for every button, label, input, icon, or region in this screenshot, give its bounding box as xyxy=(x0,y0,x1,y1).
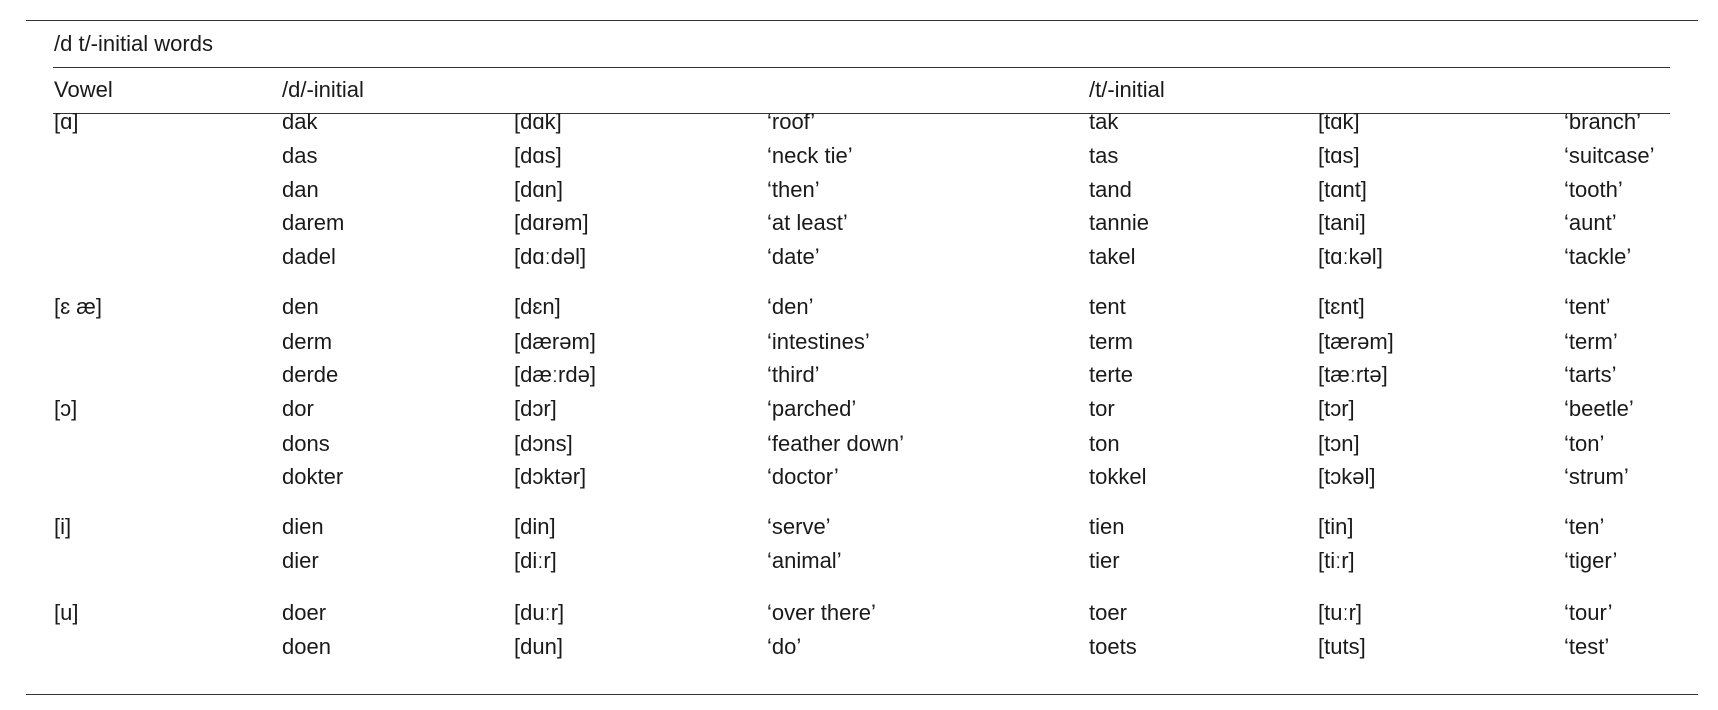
d-gloss-cell: ‘roof’ xyxy=(767,109,816,134)
d-gloss-cell: ‘do’ xyxy=(767,634,802,659)
t-word-cell: tor xyxy=(1089,396,1115,421)
d-word-cell: dor xyxy=(282,396,314,421)
d-gloss-cell: ‘serve’ xyxy=(767,514,831,539)
t-ipa-cell: [tærəm] xyxy=(1318,329,1394,354)
t-word-cell: tent xyxy=(1089,294,1126,319)
d-ipa-cell: [diːr] xyxy=(514,548,557,573)
d-ipa-cell: [dɔns] xyxy=(514,431,573,456)
header-vowel: Vowel xyxy=(54,77,113,102)
t-ipa-cell: [tuːr] xyxy=(1318,600,1363,625)
d-ipa-cell: [din] xyxy=(514,514,556,539)
d-word-cell: derm xyxy=(282,329,333,354)
t-gloss-cell: ‘tent’ xyxy=(1564,294,1611,319)
d-gloss-cell: ‘then’ xyxy=(767,177,820,202)
d-ipa-cell: [dærəm] xyxy=(514,329,596,354)
t-word-cell: toer xyxy=(1089,600,1127,625)
header-t-initial: /t/-initial xyxy=(1089,77,1165,102)
vowel-cell: [ɑ] xyxy=(54,109,79,134)
d-word-cell: dokter xyxy=(282,464,344,489)
d-word-cell: dak xyxy=(282,109,318,134)
caption-rule xyxy=(53,67,1670,68)
t-gloss-cell: ‘tooth’ xyxy=(1564,177,1623,202)
t-word-cell: tannie xyxy=(1089,210,1149,235)
t-word-cell: tier xyxy=(1089,548,1120,573)
t-gloss-cell: ‘suitcase’ xyxy=(1564,143,1655,168)
t-word-cell: tien xyxy=(1089,514,1125,539)
vowel-cell: [ɔ] xyxy=(54,396,78,421)
t-ipa-cell: [tɑs] xyxy=(1318,143,1360,168)
t-gloss-cell: ‘tackle’ xyxy=(1564,244,1632,269)
d-gloss-cell: ‘animal’ xyxy=(767,548,842,573)
d-ipa-cell: [dæːrdə] xyxy=(514,362,596,387)
t-word-cell: tak xyxy=(1089,109,1119,134)
t-gloss-cell: ‘tarts’ xyxy=(1564,362,1617,387)
t-ipa-cell: [tɑk] xyxy=(1318,109,1360,134)
vowel-cell: [u] xyxy=(54,600,79,625)
d-ipa-cell: [dɑs] xyxy=(514,143,562,168)
t-gloss-cell: ‘beetle’ xyxy=(1564,396,1634,421)
bottom-rule xyxy=(26,694,1698,695)
t-gloss-cell: ‘tour’ xyxy=(1564,600,1613,625)
d-ipa-cell: [dɑn] xyxy=(514,177,563,202)
t-ipa-cell: [tɔr] xyxy=(1318,396,1355,421)
t-ipa-cell: [tɔn] xyxy=(1318,431,1360,456)
d-gloss-cell: ‘at least’ xyxy=(767,210,848,235)
d-ipa-cell: [dɛn] xyxy=(514,294,561,319)
d-ipa-cell: [dɔktər] xyxy=(514,464,587,489)
d-ipa-cell: [dɑk] xyxy=(514,109,562,134)
t-gloss-cell: ‘test’ xyxy=(1564,634,1610,659)
d-word-cell: doer xyxy=(282,600,327,625)
d-word-cell: dier xyxy=(282,548,319,573)
d-gloss-cell: ‘date’ xyxy=(767,244,820,269)
t-word-cell: tas xyxy=(1089,143,1119,168)
d-word-cell: derde xyxy=(282,362,339,387)
t-gloss-cell: ‘ton’ xyxy=(1564,431,1605,456)
d-gloss-cell: ‘over there’ xyxy=(767,600,876,625)
t-ipa-cell: [tɔkəl] xyxy=(1318,464,1376,489)
d-word-cell: dadel xyxy=(282,244,336,269)
d-ipa-cell: [dɑrəm] xyxy=(514,210,589,235)
t-ipa-cell: [tɛnt] xyxy=(1318,294,1365,319)
t-ipa-cell: [tin] xyxy=(1318,514,1354,539)
d-gloss-cell: ‘third’ xyxy=(767,362,820,387)
d-word-cell: dons xyxy=(282,431,330,456)
t-word-cell: toets xyxy=(1089,634,1137,659)
d-gloss-cell: ‘doctor’ xyxy=(767,464,839,489)
table-caption: /d t/-initial words xyxy=(54,31,213,56)
d-ipa-cell: [dɔr] xyxy=(514,396,557,421)
t-ipa-cell: [tuts] xyxy=(1318,634,1366,659)
d-gloss-cell: ‘intestines’ xyxy=(767,329,870,354)
t-ipa-cell: [tiːr] xyxy=(1318,548,1355,573)
t-word-cell: takel xyxy=(1089,244,1136,269)
t-gloss-cell: ‘ten’ xyxy=(1564,514,1605,539)
t-word-cell: tand xyxy=(1089,177,1132,202)
d-gloss-cell: ‘den’ xyxy=(767,294,814,319)
t-gloss-cell: ‘aunt’ xyxy=(1564,210,1617,235)
t-ipa-cell: [tɑnt] xyxy=(1318,177,1367,202)
t-word-cell: term xyxy=(1089,329,1133,354)
d-ipa-cell: [dun] xyxy=(514,634,563,659)
t-gloss-cell: ‘term’ xyxy=(1564,329,1618,354)
d-word-cell: darem xyxy=(282,210,345,235)
t-word-cell: tokkel xyxy=(1089,464,1147,489)
d-word-cell: dien xyxy=(282,514,324,539)
t-ipa-cell: [tɑːkəl] xyxy=(1318,244,1383,269)
t-word-cell: ton xyxy=(1089,431,1120,456)
d-word-cell: dan xyxy=(282,177,319,202)
t-ipa-cell: [tæːrtə] xyxy=(1318,362,1388,387)
d-word-cell: das xyxy=(282,143,318,168)
d-gloss-cell: ‘feather down’ xyxy=(767,431,904,456)
d-ipa-cell: [duːr] xyxy=(514,600,565,625)
top-rule xyxy=(26,20,1698,21)
d-gloss-cell: ‘parched’ xyxy=(767,396,857,421)
t-gloss-cell: ‘tiger’ xyxy=(1564,548,1618,573)
d-word-cell: doen xyxy=(282,634,331,659)
header-d-initial: /d/-initial xyxy=(282,77,364,102)
t-ipa-cell: [tani] xyxy=(1318,210,1366,235)
vowel-cell: [ɛ æ] xyxy=(54,294,102,319)
d-ipa-cell: [dɑːdəl] xyxy=(514,244,587,269)
d-word-cell: den xyxy=(282,294,319,319)
d-gloss-cell: ‘neck tie’ xyxy=(767,143,853,168)
t-word-cell: terte xyxy=(1089,362,1134,387)
vowel-cell: [i] xyxy=(54,514,72,539)
t-gloss-cell: ‘strum’ xyxy=(1564,464,1629,489)
t-gloss-cell: ‘branch’ xyxy=(1564,109,1642,134)
